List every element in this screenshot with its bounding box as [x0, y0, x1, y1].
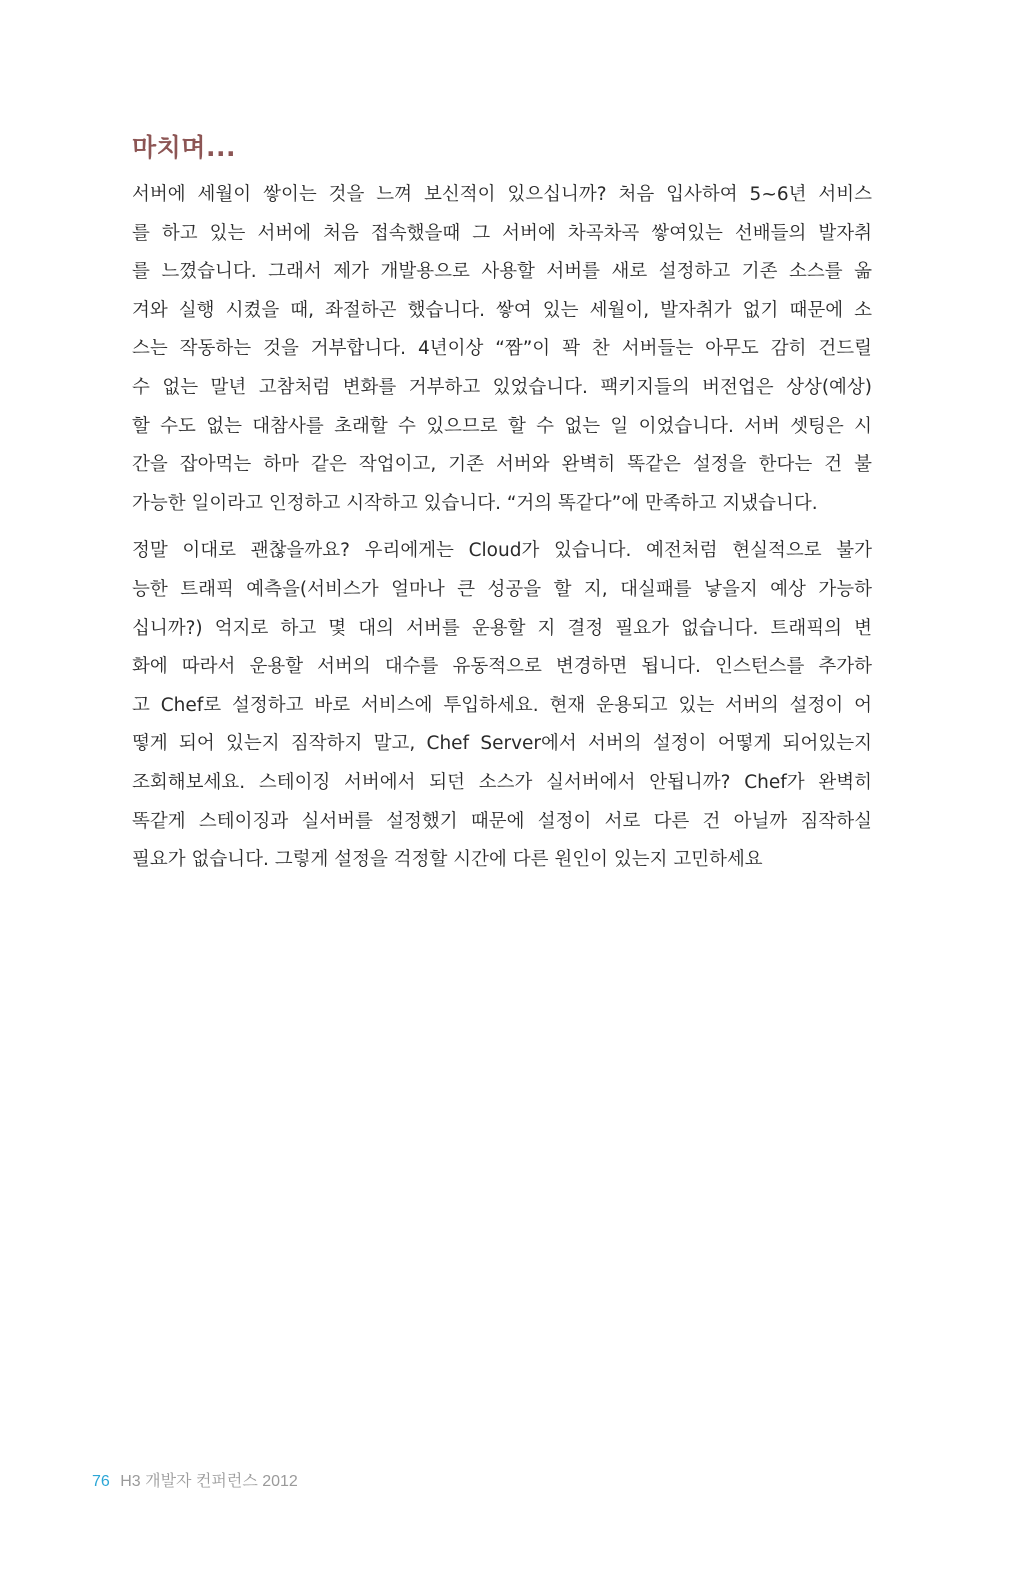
text-line: 똑같게 스테이징과 실서버를 설정했기 때문에 설정이 서로 다른 건 아닐까 짐작하실: [132, 810, 872, 832]
text-line: 겨와 실행 시켰을 때, 좌절하곤 했습니다. 쌓여 있는 세월이, 발자취가 없기 때문에 소: [132, 299, 872, 321]
text-line: 능한 트래픽 예측을(서비스가 얼마나 큰 성공을 할 지, 대실패를 낳을지 예상 가능하: [132, 578, 872, 600]
text-line: 수 없는 말년 고참처럼 변화를 거부하고 있었습니다. 팩키지들의 버전업은 상상(예상): [132, 376, 872, 398]
text-line: 고 Chef로 설정하고 바로 서비스에 투입하세요. 현재 운용되고 있는 서버의 설정이 어: [132, 694, 872, 716]
text-line: 가능한 일이라고 인정하고 시작하고 있습니다. “거의 똑같다”에 만족하고 지냈습니다.: [132, 492, 818, 514]
text-line: 떻게 되어 있는지 짐작하지 말고, Chef Server에서 서버의 설정이 어떻게 되어있는지: [132, 733, 872, 755]
text-line: 서버에 세월이 쌓이는 것을 느껴 보신적이 있으십니까? 처음 입사하여 5~6년 서비스: [132, 184, 872, 205]
text-line: 할 수도 없는 대참사를 초래할 수 있으므로 할 수 없는 일 이었습니다. 서버 셋팅은 시: [132, 415, 872, 437]
text-line: 간을 잡아먹는 하마 같은 작업이고, 기존 서버와 완벽히 똑같은 설정을 한다는 건 불: [132, 454, 872, 476]
text-line: 정말 이대로 괜찮을까요? 우리에게는 Cloud가 있습니다. 예전처럼 현실적으로 불가: [132, 540, 872, 562]
text-line: 필요가 없습니다. 그렇게 설정을 걱정할 시간에 다른 원인이 있는지 고민하세요: [132, 849, 763, 871]
paragraph-1: [132, 176, 872, 523]
text-line: 스는 작동하는 것을 거부합니다. 4년이상 “짬”이 꽉 찬 서버들는 아무도 감히 건드릴: [132, 338, 872, 360]
text-line: 를 느꼈습니다. 그래서 제가 개발용으로 사용할 서버를 새로 설정하고 기존 소스를 옮: [132, 261, 872, 283]
body-text: [132, 176, 872, 889]
text-line: 십니까?) 억지로 하고 몇 대의 서버를 운용할 지 결정 필요가 없습니다. 트래픽의 변: [132, 617, 872, 639]
text-line: 화에 따라서 운용할 서버의 대수를 유동적으로 변경하면 됩니다. 인스턴스를 추가하: [132, 656, 872, 678]
paragraph-2: [132, 532, 872, 879]
footer-title: H3 개발자 컨퍼런스 2012: [120, 1473, 298, 1490]
text-line: 조회해보세요. 스테이징 서버에서 되던 소스가 실서버에서 안됩니까? Chef가 완벽히: [132, 771, 872, 793]
page-number: 76: [92, 1473, 110, 1490]
page-footer: [92, 1468, 298, 1491]
section-heading: 마치며...: [132, 133, 236, 162]
text-line: 를 하고 있는 서버에 처음 접속했을때 그 서버에 차곡차곡 쌓여있는 선배들의 발자취: [132, 222, 872, 244]
